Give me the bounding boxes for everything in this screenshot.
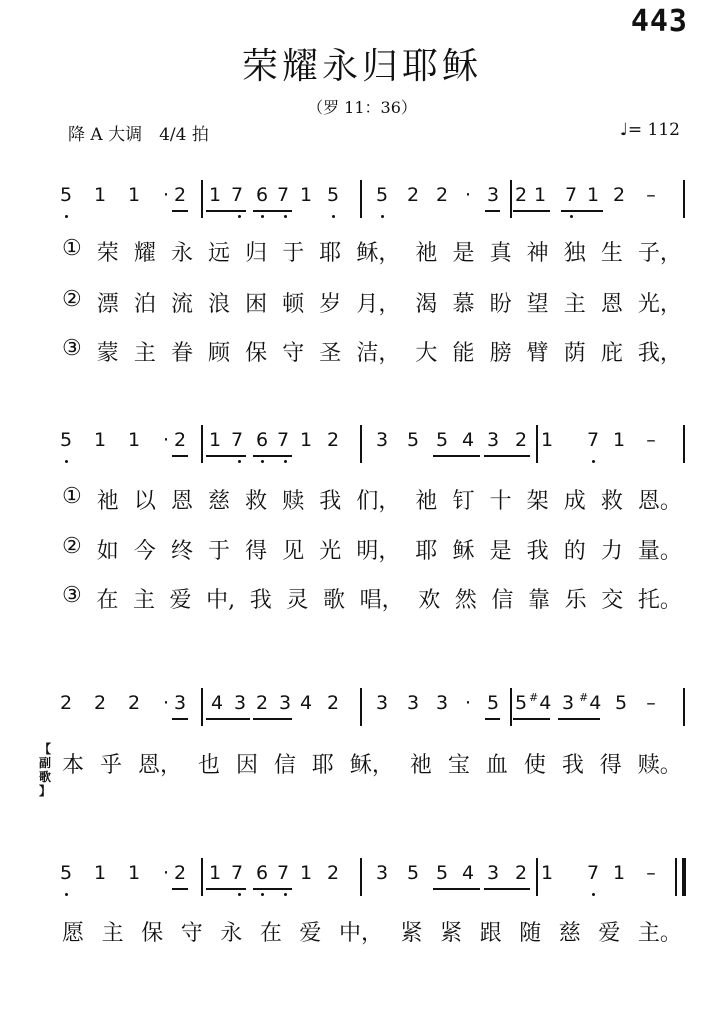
lyric-char: 如 xyxy=(96,539,119,564)
note: 2 xyxy=(255,692,269,714)
hold-dash: – xyxy=(646,429,656,451)
lyric-char: 主 xyxy=(101,921,124,946)
bar-line xyxy=(536,425,538,463)
lyric-char: 归 xyxy=(245,241,268,266)
note: 1 xyxy=(93,184,107,206)
octave-dot-below xyxy=(592,893,595,896)
note: 3 xyxy=(233,692,247,714)
note: 3 xyxy=(375,692,389,714)
lyric-char: 歌 xyxy=(322,588,345,613)
lyric-line xyxy=(62,484,682,515)
lyric-char: 成 xyxy=(563,489,586,514)
note: 1 xyxy=(612,862,626,884)
lyric-char: 主 xyxy=(563,292,586,317)
note: 4 xyxy=(299,692,313,714)
note: 6 xyxy=(255,184,269,206)
lyric-char: 钉 xyxy=(452,489,475,514)
lyric-line xyxy=(62,336,682,367)
lyric-char: 子， xyxy=(637,241,682,266)
lyric-char: 流 xyxy=(170,292,193,317)
lyric-char: 救 xyxy=(245,489,268,514)
lyric-char: ② xyxy=(62,287,82,312)
bar-line xyxy=(201,425,203,463)
dot-rhythm: · xyxy=(464,184,472,206)
note: 5 xyxy=(59,184,73,206)
lyric-char: 我 xyxy=(319,489,342,514)
notation-line-3 xyxy=(0,688,724,728)
note: 1 xyxy=(586,184,600,206)
note: 7 xyxy=(230,862,244,884)
hold-dash: – xyxy=(646,862,656,884)
lyric-char: 祂 xyxy=(409,753,432,778)
bar-line xyxy=(510,180,512,218)
octave-dot-below xyxy=(65,893,68,896)
lyric-char: 泊 xyxy=(133,292,156,317)
note: 3 xyxy=(406,692,420,714)
hymn-number: 443 xyxy=(630,4,688,39)
beam-underline xyxy=(206,210,246,212)
octave-dot-below xyxy=(592,460,595,463)
beam-underline xyxy=(485,210,500,212)
beam-underline xyxy=(172,210,188,212)
note: 2 xyxy=(612,184,626,206)
note: 7 xyxy=(230,184,244,206)
note: 5 xyxy=(326,184,340,206)
dot-rhythm: · xyxy=(162,184,170,206)
lyric-char: 架 xyxy=(526,489,549,514)
note: 2 xyxy=(514,429,528,451)
note: #4 xyxy=(529,691,552,714)
note: 2 xyxy=(127,692,141,714)
lyric-char: 荣 xyxy=(96,241,119,266)
beam-underline xyxy=(513,210,550,212)
lyric-char: 大 xyxy=(415,341,438,366)
octave-dot-below xyxy=(381,215,384,218)
lyric-char: 随 xyxy=(519,921,542,946)
note: 3 xyxy=(486,862,500,884)
note: 5 xyxy=(59,862,73,884)
note: 2 xyxy=(173,429,187,451)
lyric-char: 永 xyxy=(220,921,243,946)
note: 2 xyxy=(514,184,528,206)
octave-dot-below xyxy=(332,215,335,218)
lyric-char: 膀 xyxy=(489,341,512,366)
note: 7 xyxy=(276,429,290,451)
lyric-char: 今 xyxy=(133,539,156,564)
octave-dot-below xyxy=(284,893,287,896)
lyric-char: 我 xyxy=(561,753,584,778)
lyric-char: 信 xyxy=(491,588,514,613)
lyric-char: 救 xyxy=(600,489,623,514)
chorus-label: 【 副 歌 】 xyxy=(38,742,51,798)
dot-rhythm: · xyxy=(162,429,170,451)
note: 4 xyxy=(210,692,224,714)
lyric-char: 庇 xyxy=(600,341,623,366)
lyric-char: 远 xyxy=(208,241,231,266)
lyric-char: 盼 xyxy=(489,292,512,317)
tempo-marking: ♩= 112 xyxy=(619,120,680,140)
lyric-char: 十 xyxy=(489,489,512,514)
hold-dash: – xyxy=(646,184,656,206)
note: 3 xyxy=(173,692,187,714)
lyric-char: 光 xyxy=(319,539,342,564)
note: 1 xyxy=(208,184,222,206)
lyric-char: 紧 xyxy=(400,921,423,946)
lyric-char: 耶 xyxy=(415,539,438,564)
lyric-char: 洁， xyxy=(356,341,401,366)
note: 3 xyxy=(375,862,389,884)
note: 2 xyxy=(173,862,187,884)
lyric-char: 本 xyxy=(62,753,85,778)
lyric-line xyxy=(62,287,682,318)
note: 5 xyxy=(514,692,528,714)
bar-line xyxy=(360,688,362,726)
octave-dot-below xyxy=(65,215,68,218)
lyric-char: 也 xyxy=(197,753,220,778)
lyric-char: 守 xyxy=(282,341,305,366)
lyric-char: 主 xyxy=(133,341,156,366)
lyric-char: ③ xyxy=(62,583,82,608)
lyric-char: 我 xyxy=(526,539,549,564)
note: 7 xyxy=(276,862,290,884)
lyric-char: 终 xyxy=(170,539,193,564)
dot-rhythm: · xyxy=(162,862,170,884)
lyric-line xyxy=(62,583,682,614)
octave-dot-below xyxy=(261,893,264,896)
lyric-char: 明， xyxy=(356,539,401,564)
scripture-reference: （罗 11：36） xyxy=(307,98,417,117)
lyric-char: ① xyxy=(62,236,82,261)
beam-underline xyxy=(485,718,500,720)
bar-line xyxy=(201,688,203,726)
note: 1 xyxy=(533,184,547,206)
note: 5 xyxy=(614,692,628,714)
beam-underline xyxy=(253,210,292,212)
note: 4 xyxy=(461,429,475,451)
lyric-char: 祂 xyxy=(415,489,438,514)
note: 5 xyxy=(486,692,500,714)
note: 2 xyxy=(326,862,340,884)
lyric-char: 月， xyxy=(356,292,401,317)
beam-underline xyxy=(561,210,603,212)
note: 7 xyxy=(276,184,290,206)
lyric-char: 祂 xyxy=(415,241,438,266)
lyric-char: 恩。 xyxy=(637,489,682,514)
note: 1 xyxy=(540,429,554,451)
lyric-char: 力 xyxy=(600,539,623,564)
beam-underline xyxy=(433,888,480,890)
lyric-char: 主。 xyxy=(637,921,682,946)
lyric-char: 耶 xyxy=(311,753,334,778)
lyric-char: 臂 xyxy=(526,341,549,366)
note: 1 xyxy=(93,862,107,884)
lyric-char: 稣 xyxy=(452,539,475,564)
lyric-char: 独 xyxy=(563,241,586,266)
note: 1 xyxy=(299,862,313,884)
lyric-char: 在 xyxy=(259,921,282,946)
bar-line xyxy=(510,688,512,726)
lyric-char: 保 xyxy=(245,341,268,366)
lyric-char: 乎 xyxy=(99,753,122,778)
note: 1 xyxy=(208,429,222,451)
octave-dot-below xyxy=(261,215,264,218)
lyric-line xyxy=(62,916,682,947)
note: 1 xyxy=(612,429,626,451)
note: 7 xyxy=(230,429,244,451)
final-bar-line xyxy=(682,858,686,896)
beam-underline xyxy=(484,455,530,457)
lyric-char: 稣， xyxy=(356,241,401,266)
beam-underline xyxy=(172,888,188,890)
octave-dot-below xyxy=(284,460,287,463)
lyric-char: 我， xyxy=(637,341,682,366)
lyric-char: 唱， xyxy=(359,588,404,613)
note: 1 xyxy=(540,862,554,884)
final-bar-line xyxy=(675,858,677,896)
note: 2 xyxy=(406,184,420,206)
lyric-char: 中, xyxy=(206,588,236,613)
beam-underline xyxy=(206,888,246,890)
lyric-char: 灵 xyxy=(286,588,309,613)
dot-rhythm: · xyxy=(464,692,472,714)
note: 2 xyxy=(59,692,73,714)
note: 5 xyxy=(406,429,420,451)
lyric-char: 爱 xyxy=(169,588,192,613)
lyric-char: 永 xyxy=(170,241,193,266)
note: 7 xyxy=(586,429,600,451)
lyric-char: 望 xyxy=(526,292,549,317)
lyric-char: 信 xyxy=(273,753,296,778)
lyric-char: 于 xyxy=(208,539,231,564)
beam-underline xyxy=(513,718,550,720)
beam-underline xyxy=(172,455,188,457)
bar-line xyxy=(683,425,685,463)
note: 2 xyxy=(435,184,449,206)
lyric-char: 托。 xyxy=(637,588,682,613)
lyric-char: 是 xyxy=(489,539,512,564)
lyric-char: 恩 xyxy=(600,292,623,317)
octave-dot-below xyxy=(284,215,287,218)
note: 3 xyxy=(486,184,500,206)
lyric-char: 是 xyxy=(452,241,475,266)
note: 3 xyxy=(375,429,389,451)
bar-line xyxy=(360,180,362,218)
note: 7 xyxy=(586,862,600,884)
lyric-char: 神 xyxy=(526,241,549,266)
lyric-char: 慈 xyxy=(208,489,231,514)
lyric-char: 光， xyxy=(637,292,682,317)
bar-line xyxy=(683,688,685,726)
note: 6 xyxy=(255,429,269,451)
lyric-char: 困 xyxy=(245,292,268,317)
beam-underline xyxy=(206,455,246,457)
lyric-char: 爱 xyxy=(598,921,621,946)
note: 1 xyxy=(127,184,141,206)
note: 1 xyxy=(93,429,107,451)
lyric-char: 耶 xyxy=(319,241,342,266)
note: 2 xyxy=(173,184,187,206)
note: 3 xyxy=(435,692,449,714)
lyric-char: 紧 xyxy=(440,921,463,946)
note: 5 xyxy=(435,429,449,451)
lyric-char: 生 xyxy=(600,241,623,266)
octave-dot-below xyxy=(238,215,241,218)
note: 7 xyxy=(564,184,578,206)
key-signature: 降 A 大调 4/4 拍 xyxy=(68,125,209,145)
lyric-char: 交 xyxy=(601,588,624,613)
lyric-line xyxy=(62,236,682,267)
octave-dot-below xyxy=(238,460,241,463)
lyric-char: 能 xyxy=(452,341,475,366)
octave-dot-below xyxy=(261,460,264,463)
lyric-char: 于 xyxy=(282,241,305,266)
note: 3 xyxy=(278,692,292,714)
bar-line xyxy=(201,180,203,218)
octave-dot-below xyxy=(570,215,573,218)
lyric-char: 跟 xyxy=(479,921,502,946)
lyric-char: ② xyxy=(62,534,82,559)
note: 1 xyxy=(127,429,141,451)
lyric-char: 荫 xyxy=(563,341,586,366)
note: 2 xyxy=(326,429,340,451)
lyric-char: 使 xyxy=(523,753,546,778)
note: #4 xyxy=(579,691,602,714)
lyric-char: 靠 xyxy=(528,588,551,613)
lyric-char: 因 xyxy=(235,753,258,778)
lyric-char: 耀 xyxy=(133,241,156,266)
lyric-char: 慕 xyxy=(452,292,475,317)
octave-dot-below xyxy=(65,460,68,463)
bar-line xyxy=(360,858,362,896)
bar-line xyxy=(360,425,362,463)
lyric-char: 岁 xyxy=(319,292,342,317)
lyric-char: 赎 xyxy=(282,489,305,514)
note: 5 xyxy=(435,862,449,884)
lyric-char: 以 xyxy=(133,489,156,514)
lyric-line xyxy=(62,748,682,779)
lyric-char: 赎。 xyxy=(637,753,682,778)
beam-underline xyxy=(253,718,292,720)
lyric-char: 量。 xyxy=(637,539,682,564)
lyric-char: 爱 xyxy=(299,921,322,946)
note: 2 xyxy=(93,692,107,714)
lyric-char: 欢 xyxy=(418,588,441,613)
note: 1 xyxy=(299,429,313,451)
lyric-char: 然 xyxy=(454,588,477,613)
lyric-char: 们， xyxy=(356,489,401,514)
lyric-char: 的 xyxy=(563,539,586,564)
note: 4 xyxy=(461,862,475,884)
note: 2 xyxy=(326,692,340,714)
lyric-char: 蒙 xyxy=(96,341,119,366)
note: 1 xyxy=(299,184,313,206)
lyric-char: 恩， xyxy=(137,753,182,778)
lyric-char: 漂 xyxy=(96,292,119,317)
lyric-char: 圣 xyxy=(319,341,342,366)
lyric-char: 乐 xyxy=(564,588,587,613)
lyric-char: 中， xyxy=(338,921,383,946)
lyric-char: 我 xyxy=(249,588,272,613)
lyric-char: 慈 xyxy=(558,921,581,946)
lyric-char: ① xyxy=(62,484,82,509)
lyric-char: 得 xyxy=(245,539,268,564)
lyric-char: 在 xyxy=(96,588,119,613)
hold-dash: – xyxy=(646,692,656,714)
note: 1 xyxy=(127,862,141,884)
lyric-char: 保 xyxy=(141,921,164,946)
beam-underline xyxy=(253,455,292,457)
note: 3 xyxy=(486,429,500,451)
lyric-char: 真 xyxy=(489,241,512,266)
note: 5 xyxy=(375,184,389,206)
lyric-char: 浪 xyxy=(208,292,231,317)
lyric-char: 眷 xyxy=(170,341,193,366)
lyric-char: 稣， xyxy=(349,753,394,778)
beam-underline xyxy=(172,718,188,720)
notation-line-2 xyxy=(0,425,724,465)
beam-underline xyxy=(484,888,530,890)
beam-underline xyxy=(206,718,250,720)
lyric-char: 主 xyxy=(132,588,155,613)
note: 1 xyxy=(208,862,222,884)
lyric-char: 愿 xyxy=(62,921,85,946)
note: 3 xyxy=(561,692,575,714)
dot-rhythm: · xyxy=(162,692,170,714)
lyric-char: 顾 xyxy=(208,341,231,366)
bar-line xyxy=(201,858,203,896)
notation-line-1 xyxy=(0,180,724,220)
note: 6 xyxy=(255,862,269,884)
note: 2 xyxy=(514,862,528,884)
lyric-char: 顿 xyxy=(282,292,305,317)
bar-line xyxy=(683,180,685,218)
lyric-char: 渴 xyxy=(415,292,438,317)
beam-underline xyxy=(253,888,292,890)
hymn-title: 荣耀永归耶稣 xyxy=(241,46,482,87)
bar-line xyxy=(536,858,538,896)
lyric-char: 见 xyxy=(282,539,305,564)
lyric-char: 血 xyxy=(485,753,508,778)
lyric-char: 恩 xyxy=(170,489,193,514)
beam-underline xyxy=(558,718,600,720)
notation-line-4 xyxy=(0,858,724,898)
lyric-char: ③ xyxy=(62,336,82,361)
note: 5 xyxy=(59,429,73,451)
lyric-char: 祂 xyxy=(96,489,119,514)
lyric-line xyxy=(62,534,682,565)
beam-underline xyxy=(433,455,480,457)
lyric-char: 宝 xyxy=(447,753,470,778)
lyric-char: 得 xyxy=(599,753,622,778)
note: 5 xyxy=(406,862,420,884)
octave-dot-below xyxy=(238,893,241,896)
lyric-char: 守 xyxy=(180,921,203,946)
